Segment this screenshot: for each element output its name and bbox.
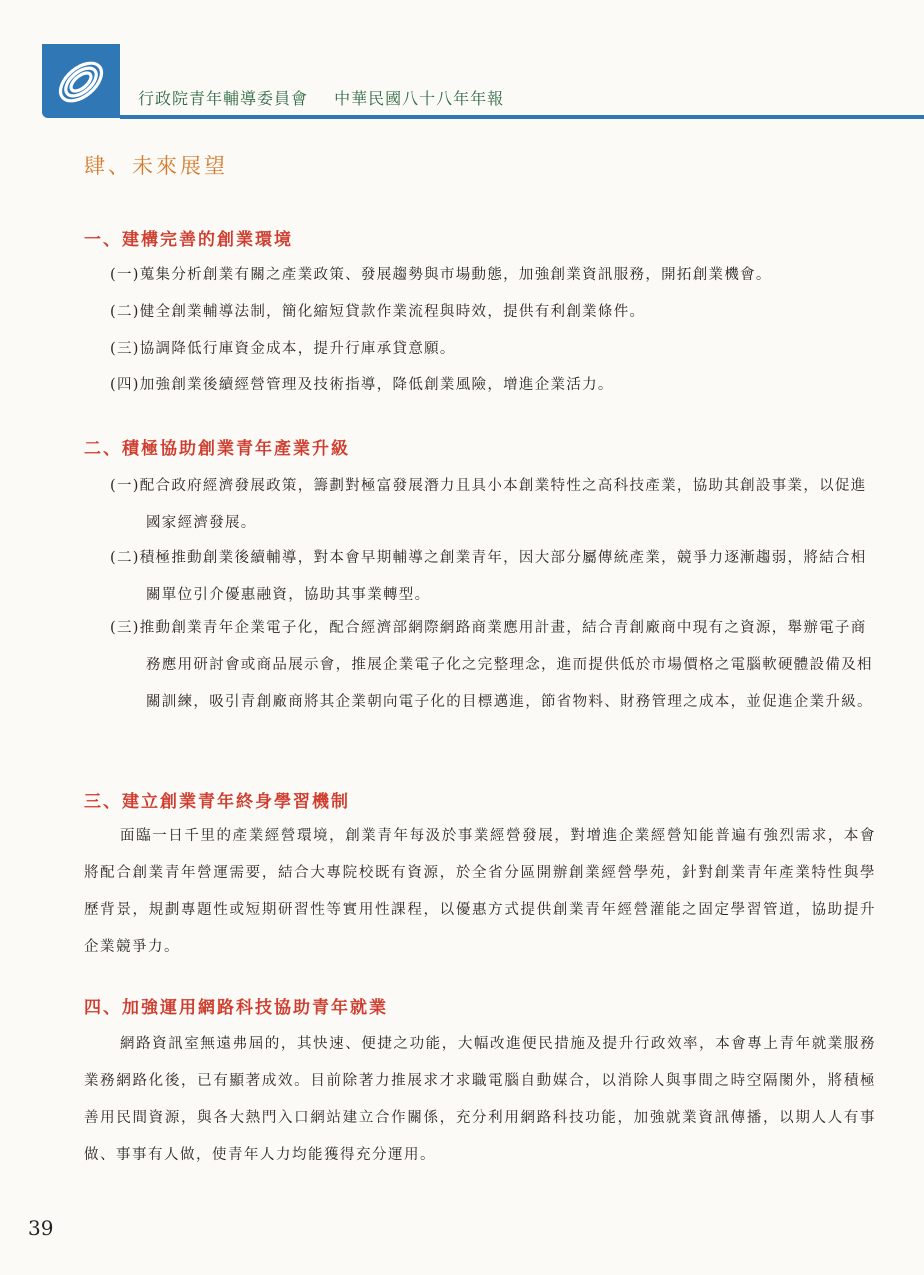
list-item [110, 468, 876, 542]
section-paragraph: 網路資訊室無遠弗屆的，其快速、便捷之功能，大幅改進便民措施及提升行政效率，本會專上青年就業服務業務網路化後，已有顯著成效。目前除著力推展求才求職電腦自動媒合，以消除人與事間之時空隔閡外，將積極善用民間資源，與各大熱門入口網站建立合作關係，充分利用網路科技功能，加強就業資訊傳播，以期人人有事做、事事有人做，使青年人力均能獲得充分運用。 [84, 1036, 876, 1163]
item-text: 協調降低行庫資金成本，提升行庫承貸意願。 [139, 341, 456, 357]
item-number: (四) [110, 377, 140, 393]
list-item [110, 610, 876, 721]
item-text: 加強創業後續經營管理及技術指導，降低創業風險，增進企業活力。 [139, 377, 614, 393]
item-text: 蒐集分析創業有關之產業政策、發展趨勢與市場動態，加強創業資訊服務，開拓創業機會。 [139, 267, 772, 283]
header-report: 中華民國八十八年年報 [334, 89, 505, 108]
item-number: (二) [110, 550, 140, 566]
item-text: 配合政府經濟發展政策，籌劃對極富發展潛力且具小本創業特性之高科技產業，協助其創設事業，以促進國家經濟發展。 [139, 478, 867, 531]
section-paragraph: 面臨一日千里的產業經營環境，創業青年每汲於事業經營發展，對增進企業經營知能普遍有強烈需求，本會將配合創業青年營運需要，結合大專院校既有資源，於全省分區開辦創業經營學苑，針對創業青年產業特性與學歷背景，規劃專題性或短期研習性等實用性課程，以優惠方式提供創業青年經營灌能之固定學習管道，協助提升企業競爭力。 [84, 828, 876, 955]
list-item [110, 331, 876, 368]
page-title: 肆、未來展望 [84, 154, 228, 178]
agency-logo [42, 44, 120, 118]
section-heading-1: 一、建構完善的創業環境 [84, 230, 293, 250]
header-org: 行政院青年輔導委員會 [138, 89, 309, 108]
item-number: (三) [110, 341, 140, 357]
item-number: (一) [110, 478, 140, 494]
list-item [110, 367, 876, 404]
page-number: 39 [28, 1216, 54, 1240]
list-item [110, 294, 876, 331]
item-number: (三) [110, 620, 140, 636]
rings-logo-icon [42, 44, 120, 118]
section-heading-4: 四、加強運用網路科技協助青年就業 [84, 998, 388, 1018]
item-text: 健全創業輔導法制，簡化縮短貸款作業流程與時效，提供有利創業條件。 [139, 304, 646, 320]
running-header [138, 86, 524, 109]
item-number: (二) [110, 304, 140, 320]
section-heading-3: 三、建立創業青年終身學習機制 [84, 792, 350, 812]
section-heading-2: 二、積極協助創業青年產業升級 [84, 439, 350, 459]
item-number: (一) [110, 267, 140, 283]
list-item [110, 540, 876, 614]
item-text: 積極推動創業後續輔導，對本會早期輔導之創業青年，因大部分屬傳統產業，競爭力逐漸趨弱，將結合相關單位引介優惠融資，協助其事業轉型。 [139, 550, 867, 603]
item-text: 推動創業青年企業電子化，配合經濟部網際網路商業應用計畫，結合青創廠商中現有之資源，舉辦電子商務應用研討會或商品展示會，推展企業電子化之完整理念，進而提供低於市場價格之電腦軟硬體設備及相關訓練，吸引青創廠商將其企業朝向電子化的目標邁進，節省物料、財務管理之成本，並促進企業升級。 [139, 620, 873, 710]
header-rule [120, 115, 924, 119]
list-item [110, 257, 876, 294]
